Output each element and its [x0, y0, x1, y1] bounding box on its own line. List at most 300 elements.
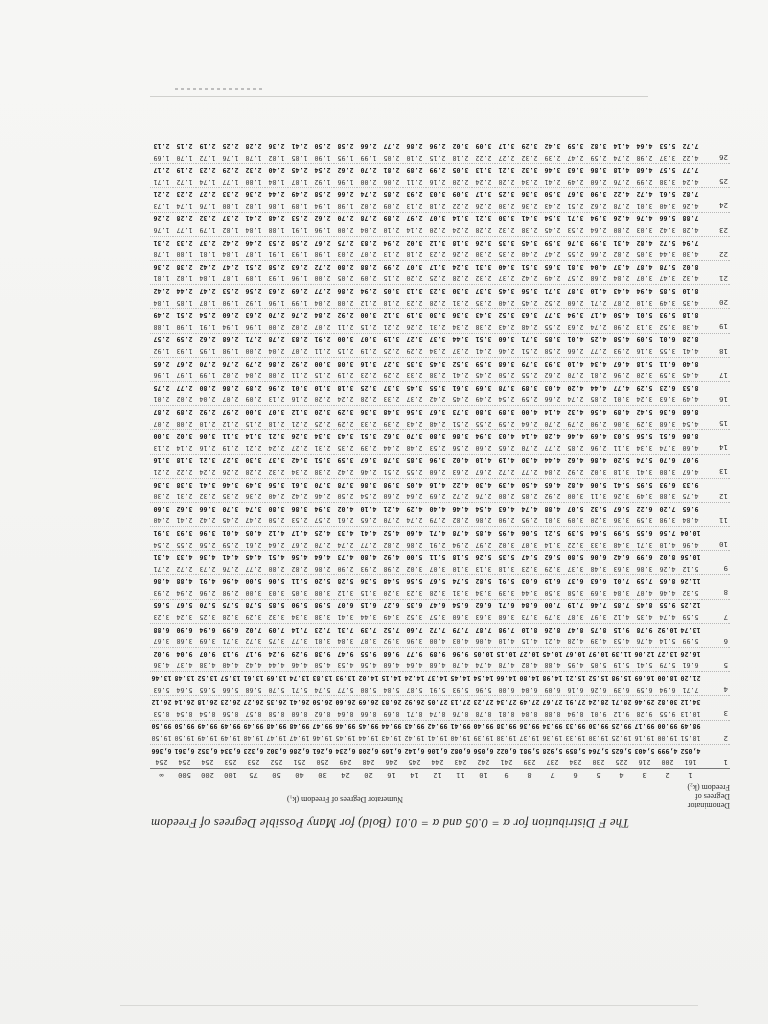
value-cell-alpha-01: 2.86: [268, 359, 285, 368]
value-cell-alpha-05: 5.19: [610, 660, 633, 672]
value-cell-alpha-01: 3.02: [176, 432, 193, 441]
df-cell: 22: [702, 248, 730, 260]
df-cell: 8: [702, 587, 730, 599]
value-cell-alpha-05: 2.55: [472, 418, 495, 430]
value-cell-alpha-01: 8.18: [682, 311, 699, 320]
value-cell-alpha-05: 3.18: [610, 466, 633, 478]
value-cell-alpha-01: 2.23: [199, 166, 216, 175]
value-cell-alpha-05: 1.76: [196, 200, 219, 212]
value-cell-alpha-05: 3.73: [518, 611, 541, 623]
value-cell-alpha-05: 19.47: [288, 732, 311, 744]
value-cell-alpha-05: 237: [541, 756, 564, 768]
value-cell-alpha-01: 2.32: [245, 166, 262, 175]
value-cell-alpha-05: 2.25: [426, 273, 449, 285]
value-cell-alpha-01: 5.90: [291, 601, 308, 610]
value-cell-alpha-01: 2.32: [199, 214, 216, 223]
value-cell-alpha-05: 6.59: [633, 684, 656, 696]
value-cell-alpha-01: 3.76: [567, 238, 584, 247]
value-cell-alpha-05: 19.46: [311, 732, 334, 744]
value-cell-alpha-05: 5.80: [357, 684, 380, 696]
value-cell-alpha-05: 6.16: [564, 684, 587, 696]
value-cell-alpha-01: 4.21: [383, 504, 400, 513]
value-cell-alpha-05: 2.50: [265, 515, 288, 527]
value-cell-alpha-05: 2.53: [426, 442, 449, 454]
value-cell-alpha-05: 2.61: [242, 539, 265, 551]
value-cell-alpha-05: 1.82: [219, 224, 242, 236]
value-cell-alpha-01: 99.36: [519, 722, 540, 731]
value-cell-alpha-01: 2.28: [176, 214, 193, 223]
value-cell-alpha-01: 4,999: [657, 746, 678, 755]
value-cell-alpha-05: 1.84: [150, 297, 173, 309]
value-cell-alpha-01: 8.40: [682, 359, 699, 368]
value-cell-alpha-01: 4.01: [222, 528, 239, 537]
value-cell-alpha-01: 3.37: [429, 335, 446, 344]
value-cell-alpha-05: 2.00: [357, 176, 380, 188]
value-cell-alpha-01: 5.80: [567, 553, 584, 562]
value-cell-alpha-05: 3.77: [288, 635, 311, 647]
value-cell-alpha-05: 2.30: [495, 200, 518, 212]
value-cell-alpha-05: 4.49: [679, 394, 702, 406]
value-cell-alpha-01: 2.62: [337, 166, 354, 175]
value-cell-alpha-01: 5.57: [659, 166, 676, 175]
value-cell-alpha-01: 8.26: [544, 625, 561, 634]
value-cell-alpha-05: 254: [150, 756, 173, 768]
value-cell-alpha-01: 6.03: [521, 577, 538, 586]
value-cell-alpha-05: 2.74: [334, 539, 357, 551]
value-cell-alpha-05: 2.36: [242, 490, 265, 502]
value-cell-alpha-05: 2.76: [219, 563, 242, 575]
value-cell-alpha-01: 2.72: [314, 262, 331, 271]
value-cell-alpha-05: 2.84: [541, 466, 564, 478]
table-row: [150, 152, 730, 164]
value-cell-alpha-05: 2.11: [334, 321, 357, 333]
value-cell-alpha-05: 5.93: [449, 684, 472, 696]
value-cell-alpha-05: 2.57: [311, 515, 334, 527]
value-cell-alpha-05: 2.04: [357, 224, 380, 236]
value-cell-alpha-05: 2.82: [380, 539, 403, 551]
value-cell-alpha-05: 1.89: [288, 200, 311, 212]
value-cell-alpha-05: 19.36: [541, 732, 564, 744]
value-cell-alpha-05: 3.41: [633, 466, 656, 478]
value-cell-alpha-01: 6,352: [197, 746, 218, 755]
value-cell-alpha-05: 3.68: [656, 418, 679, 430]
value-cell-alpha-05: 2.20: [449, 176, 472, 188]
value-cell-alpha-01: 5,928: [542, 746, 563, 755]
value-cell-alpha-01: 4,052: [680, 746, 701, 755]
table-row: [150, 684, 730, 696]
value-cell-alpha-01: 2.58: [337, 141, 354, 150]
value-cell-alpha-01: 4.46: [452, 504, 469, 513]
scan-artifact-line: [150, 96, 648, 97]
table-row: [150, 188, 730, 200]
value-cell-alpha-01: 4.82: [636, 238, 653, 247]
value-cell-alpha-01: 4.33: [176, 553, 193, 562]
value-cell-alpha-01: 3.36: [360, 407, 377, 416]
value-cell-alpha-01: 2.74: [360, 190, 377, 199]
value-cell-alpha-05: 2.77: [242, 563, 265, 575]
value-cell-alpha-01: 3.08: [337, 359, 354, 368]
value-cell-alpha-05: 2.34: [518, 176, 541, 188]
df-cell: [702, 406, 730, 418]
value-cell-alpha-05: 2.09: [242, 394, 265, 406]
value-cell-alpha-01: 2.51: [176, 311, 193, 320]
value-cell-alpha-05: 2.59: [495, 418, 518, 430]
value-cell-alpha-05: 2.45: [472, 369, 495, 381]
value-cell-alpha-01: 4.10: [567, 359, 584, 368]
value-cell-alpha-05: 2.11: [288, 369, 311, 381]
value-cell-alpha-05: 3.38: [656, 176, 679, 188]
value-cell-alpha-01: 2.78: [268, 335, 285, 344]
value-cell-alpha-05: 2.55: [564, 248, 587, 260]
value-cell-alpha-01: 9.47: [337, 649, 354, 658]
value-cell-alpha-05: 4.67: [679, 466, 702, 478]
value-cell-alpha-01: 2.50: [314, 141, 331, 150]
value-cell-alpha-05: 254: [196, 756, 219, 768]
value-cell-alpha-05: 4.36: [150, 660, 173, 672]
value-cell-alpha-01: 6,366: [151, 746, 172, 755]
value-cell-alpha-05: 6.04: [518, 684, 541, 696]
value-cell-alpha-01: 7.60: [406, 625, 423, 634]
value-cell-alpha-05: 2.28: [495, 176, 518, 188]
value-cell-alpha-05: 3.41: [334, 611, 357, 623]
value-cell-alpha-01: 3.49: [245, 480, 262, 489]
value-cell-alpha-05: 2.30: [150, 490, 173, 502]
value-cell-alpha-01: 5.11: [291, 577, 308, 586]
value-cell-alpha-01: 5.20: [314, 577, 331, 586]
value-cell-alpha-05: 1.89: [242, 273, 265, 285]
value-cell-alpha-05: 2.66: [541, 394, 564, 406]
value-cell-alpha-01: 5.70: [199, 601, 216, 610]
value-cell-alpha-05: 2.14: [173, 442, 196, 454]
value-cell-alpha-05: 5.12: [679, 563, 702, 575]
table-row: [150, 140, 730, 152]
value-cell-alpha-01: 6,208: [358, 746, 379, 755]
value-cell-alpha-05: 1.72: [196, 152, 219, 164]
value-cell-alpha-05: 2.67: [288, 539, 311, 551]
value-cell-alpha-01: 6.88: [153, 625, 170, 634]
column-header: ∞: [150, 769, 173, 783]
value-cell-alpha-01: 9.24: [268, 649, 285, 658]
value-cell-alpha-05: 2.16: [426, 176, 449, 188]
value-cell-alpha-01: 9.04: [176, 649, 193, 658]
value-cell-alpha-01: 3.85: [544, 335, 561, 344]
column-header: 20: [357, 769, 380, 783]
value-cell-alpha-01: 5.00: [406, 553, 423, 562]
value-cell-alpha-05: 19.16: [633, 732, 656, 744]
value-cell-alpha-05: 2.10: [403, 152, 426, 164]
value-cell-alpha-01: 3.00: [245, 407, 262, 416]
value-cell-alpha-05: 4.00: [426, 635, 449, 647]
table-row: [150, 599, 730, 611]
value-cell-alpha-01: 2.28: [245, 141, 262, 150]
value-cell-alpha-01: 5.48: [383, 577, 400, 586]
value-cell-alpha-01: 3.19: [383, 335, 400, 344]
value-cell-alpha-01: 5.18: [636, 359, 653, 368]
value-cell-alpha-05: 2.07: [150, 418, 173, 430]
value-cell-alpha-05: 2.64: [587, 224, 610, 236]
df-cell: 1: [702, 756, 730, 768]
value-cell-alpha-01: 26.50: [312, 698, 333, 707]
denominator-header-line: Degrees of: [695, 792, 730, 801]
value-cell-alpha-01: 27.13: [450, 698, 471, 707]
value-cell-alpha-05: 3.13: [472, 563, 495, 575]
value-cell-alpha-01: 2.71: [245, 335, 262, 344]
column-header: 24: [334, 769, 357, 783]
value-cell-alpha-01: 3.80: [429, 432, 446, 441]
value-cell-alpha-01: 2.93: [406, 190, 423, 199]
df-cell: 9: [702, 563, 730, 575]
value-cell-alpha-01: 12.25: [680, 601, 701, 610]
value-cell-alpha-01: 99.00: [657, 722, 678, 731]
header-corner: [702, 769, 730, 783]
scan-artifact: [175, 88, 265, 90]
value-cell-alpha-05: 2.19: [357, 345, 380, 357]
value-cell-alpha-05: 1.99: [288, 297, 311, 309]
value-cell-alpha-01: 3.44: [452, 335, 469, 344]
value-cell-alpha-05: 4.78: [495, 660, 518, 672]
df-cell: [702, 551, 730, 563]
value-cell-alpha-05: 2.43: [403, 418, 426, 430]
value-cell-alpha-05: 3.55: [656, 345, 679, 357]
value-cell-alpha-01: 2.70: [268, 311, 285, 320]
value-cell-alpha-01: 3.77: [544, 311, 561, 320]
value-cell-alpha-01: 4.88: [176, 577, 193, 586]
value-cell-alpha-01: 4.43: [613, 287, 630, 296]
value-cell-alpha-05: 1.98: [219, 345, 242, 357]
value-cell-alpha-01: 99.46: [335, 722, 356, 731]
value-cell-alpha-01: 3.07: [268, 407, 285, 416]
value-cell-alpha-05: 3.20: [587, 515, 610, 527]
value-cell-alpha-05: 2.11: [311, 345, 334, 357]
value-cell-alpha-05: 1.79: [196, 224, 219, 236]
value-cell-alpha-05: 2.50: [495, 369, 518, 381]
value-cell-alpha-05: 1.85: [173, 297, 196, 309]
value-cell-alpha-01: 2.41: [245, 214, 262, 223]
df-cell: [702, 357, 730, 369]
value-cell-alpha-05: 2.19: [219, 442, 242, 454]
value-cell-alpha-05: 2.08: [334, 297, 357, 309]
value-cell-alpha-05: 19.50: [173, 732, 196, 744]
value-cell-alpha-01: 9.68: [383, 649, 400, 658]
value-cell-alpha-05: 3.75: [265, 635, 288, 647]
value-cell-alpha-01: 9.29: [291, 649, 308, 658]
value-cell-alpha-05: 1.74: [173, 200, 196, 212]
value-cell-alpha-01: 4.17: [291, 528, 308, 537]
value-cell-alpha-05: 2.53: [288, 515, 311, 527]
value-cell-alpha-01: 6.07: [337, 601, 354, 610]
value-cell-alpha-01: 5.67: [429, 577, 446, 586]
value-cell-alpha-05: 3.34: [472, 587, 495, 599]
value-cell-alpha-01: 5.65: [153, 601, 170, 610]
value-cell-alpha-01: 7.88: [682, 214, 699, 223]
value-cell-alpha-01: 3.31: [475, 262, 492, 271]
value-cell-alpha-05: 3.69: [587, 587, 610, 599]
value-cell-alpha-05: 5.70: [265, 684, 288, 696]
value-cell-alpha-05: 2.35: [219, 490, 242, 502]
value-cell-alpha-05: 2.98: [633, 152, 656, 164]
value-cell-alpha-05: 3.74: [656, 442, 679, 454]
value-cell-alpha-01: 11.39: [611, 649, 632, 658]
value-cell-alpha-05: 18.51: [679, 732, 702, 744]
value-cell-alpha-05: 8.84: [518, 708, 541, 720]
f-distribution-table: [150, 140, 730, 782]
value-cell-alpha-05: 3.29: [541, 563, 564, 575]
value-cell-alpha-05: 3.22: [564, 539, 587, 551]
value-cell-alpha-01: 5.29: [636, 383, 653, 392]
value-cell-alpha-01: 5.66: [659, 214, 676, 223]
value-cell-alpha-01: 3.37: [268, 456, 285, 465]
value-cell-alpha-05: 3.14: [541, 539, 564, 551]
value-cell-alpha-01: 3.71: [521, 335, 538, 344]
value-cell-alpha-05: 3.87: [564, 611, 587, 623]
value-cell-alpha-01: 2.94: [360, 287, 377, 296]
value-cell-alpha-01: 6.94: [199, 625, 216, 634]
value-cell-alpha-05: 2.34: [449, 321, 472, 333]
value-cell-alpha-05: 2.82: [288, 563, 311, 575]
df-cell: [702, 648, 730, 660]
value-cell-alpha-05: 2.48: [426, 418, 449, 430]
value-cell-alpha-01: 3.26: [291, 432, 308, 441]
column-header-row: [150, 769, 730, 783]
value-cell-alpha-01: 2.26: [153, 214, 170, 223]
value-cell-alpha-05: 2.82: [449, 515, 472, 527]
value-cell-alpha-05: 2.31: [449, 297, 472, 309]
value-cell-alpha-01: 13.48: [174, 674, 195, 683]
value-cell-alpha-01: 4.51: [268, 553, 285, 562]
value-cell-alpha-05: 4.30: [679, 248, 702, 260]
value-cell-alpha-01: 6.63: [590, 577, 607, 586]
value-cell-alpha-05: 3.07: [633, 273, 656, 285]
value-cell-alpha-01: 2.48: [268, 214, 285, 223]
value-cell-alpha-01: 2.47: [199, 287, 216, 296]
value-cell-alpha-01: 5,764: [588, 746, 609, 755]
value-cell-alpha-05: 8.78: [472, 708, 495, 720]
value-cell-alpha-05: 2.60: [380, 490, 403, 502]
value-cell-alpha-05: 5.66: [219, 684, 242, 696]
value-cell-alpha-05: 1.84: [265, 176, 288, 188]
value-cell-alpha-01: 6.42: [613, 553, 630, 562]
value-cell-alpha-01: 4.03: [544, 383, 561, 392]
value-cell-alpha-05: 2.26: [403, 321, 426, 333]
value-cell-alpha-05: 2.93: [610, 345, 633, 357]
value-cell-alpha-05: 3.07: [518, 539, 541, 551]
value-cell-alpha-01: 2.67: [176, 359, 193, 368]
value-cell-alpha-01: 4.20: [567, 383, 584, 392]
scan-artifact-line: [120, 1005, 698, 1006]
value-cell-alpha-01: 8.53: [682, 383, 699, 392]
value-cell-alpha-05: 3.12: [334, 587, 357, 599]
value-cell-alpha-05: 5.87: [403, 684, 426, 696]
value-cell-alpha-01: 4.62: [567, 456, 584, 465]
value-cell-alpha-05: 19.42: [403, 732, 426, 744]
value-cell-alpha-01: 4.91: [199, 577, 216, 586]
value-cell-alpha-01: 99.45: [358, 722, 379, 731]
value-cell-alpha-01: 4.02: [452, 456, 469, 465]
value-cell-alpha-01: 2.68: [222, 335, 239, 344]
value-cell-alpha-05: 2.71: [587, 297, 610, 309]
value-cell-alpha-01: 5,859: [565, 746, 586, 755]
value-cell-alpha-01: 9.17: [245, 649, 262, 658]
value-cell-alpha-05: 2.77: [587, 345, 610, 357]
value-cell-alpha-05: 1.95: [196, 345, 219, 357]
value-cell-alpha-05: 8.88: [541, 708, 564, 720]
df-cell: 17: [702, 369, 730, 381]
value-cell-alpha-01: 3.62: [176, 504, 193, 513]
value-cell-alpha-05: 2.47: [242, 515, 265, 527]
value-cell-alpha-01: 3.63: [521, 311, 538, 320]
value-cell-alpha-01: 5.00: [245, 577, 262, 586]
value-cell-alpha-01: 3.89: [498, 407, 515, 416]
value-cell-alpha-05: 2.65: [357, 515, 380, 527]
value-cell-alpha-05: 3.07: [426, 563, 449, 575]
value-cell-alpha-01: 13.27: [657, 649, 678, 658]
value-cell-alpha-01: 3.65: [544, 262, 561, 271]
value-cell-alpha-05: 2.64: [518, 418, 541, 430]
value-cell-alpha-05: 2.31: [311, 442, 334, 454]
value-cell-alpha-01: 3.27: [383, 359, 400, 368]
value-cell-alpha-05: 3.01: [633, 200, 656, 212]
value-cell-alpha-01: 4.31: [613, 238, 630, 247]
value-cell-alpha-01: 3.23: [429, 287, 446, 296]
value-cell-alpha-05: 2.98: [219, 587, 242, 599]
value-cell-alpha-05: 4.38: [679, 321, 702, 333]
value-cell-alpha-01: 5.78: [659, 262, 676, 271]
value-cell-alpha-01: 99.38: [496, 722, 517, 731]
value-cell-alpha-05: 216: [633, 756, 656, 768]
value-cell-alpha-01: 2.96: [268, 383, 285, 392]
table-row: [150, 635, 730, 647]
value-cell-alpha-05: 8.53: [150, 708, 173, 720]
value-cell-alpha-01: 3.42: [544, 141, 561, 150]
value-cell-alpha-05: 2.38: [311, 466, 334, 478]
value-cell-alpha-05: 3.08: [311, 587, 334, 599]
column-header: 1: [679, 769, 702, 783]
value-cell-alpha-05: 2.15: [426, 152, 449, 164]
value-cell-alpha-05: 2.73: [196, 563, 219, 575]
value-cell-alpha-05: 8.64: [334, 708, 357, 720]
value-cell-alpha-01: 4.86: [153, 577, 170, 586]
value-cell-alpha-01: 3.26: [475, 238, 492, 247]
df-cell: 16: [702, 394, 730, 406]
value-cell-alpha-05: 3.84: [334, 635, 357, 647]
value-cell-alpha-01: 14.80: [519, 674, 540, 683]
value-cell-alpha-05: 1.82: [173, 273, 196, 285]
value-cell-alpha-05: 2.48: [403, 442, 426, 454]
value-cell-alpha-05: 4.15: [518, 635, 541, 647]
value-cell-alpha-05: 2.98: [380, 563, 403, 575]
value-cell-alpha-05: 2.05: [380, 152, 403, 164]
value-cell-alpha-01: 13.74: [289, 674, 310, 683]
value-cell-alpha-01: 2.23: [176, 190, 193, 199]
value-cell-alpha-01: 3.27: [406, 335, 423, 344]
value-cell-alpha-01: 2.77: [176, 383, 193, 392]
value-cell-alpha-01: 2.70: [337, 214, 354, 223]
value-cell-alpha-01: 13.52: [197, 674, 218, 683]
df-cell: 23: [702, 224, 730, 236]
value-cell-alpha-01: 26.92: [404, 698, 425, 707]
value-cell-alpha-05: 2.99: [633, 176, 656, 188]
value-cell-alpha-01: 99.42: [427, 722, 448, 731]
table-row: [150, 756, 730, 768]
value-cell-alpha-05: 2.59: [518, 394, 541, 406]
value-cell-alpha-01: 99.33: [565, 722, 586, 731]
value-cell-alpha-05: 3.59: [656, 369, 679, 381]
value-cell-alpha-01: 3.59: [567, 141, 584, 150]
value-cell-alpha-01: 15.98: [611, 674, 632, 683]
value-cell-alpha-01: 2.42: [153, 287, 170, 296]
value-cell-alpha-01: 3.96: [429, 456, 446, 465]
table-row: [150, 563, 730, 575]
